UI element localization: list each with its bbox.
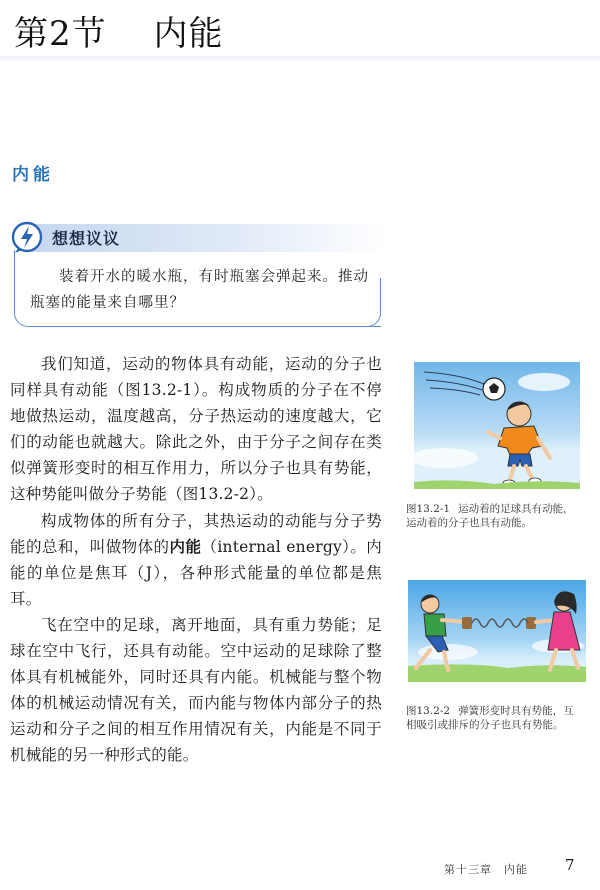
figure-1-caption-text: 运动着的足球具有动能，运动着的分子也具有动能。	[406, 503, 574, 529]
figure-spring-tug-image	[408, 580, 586, 682]
section-title: 第2节 内能	[14, 14, 224, 54]
key-term-internal-energy: 内能	[169, 536, 202, 556]
title-rule	[0, 56, 600, 62]
body-paragraph-3: 飞在空中的足球，离开地面，具有重力势能；足球在空中飞行，还具有动能。空中运动的足球除了整体具有机械能外，同时还具有内能。机械能与整个物体的机械运动情况有关，而内能与物体内部分子的热运动和分子之间的相互作用情况有关，内能是不同于机械能的另一种形式的能。	[10, 615, 382, 765]
think-discuss-box	[10, 220, 382, 328]
page-number: 7	[565, 856, 575, 874]
main-body-text	[10, 351, 382, 769]
paragraph-2-text-after: （internal energy）。内能的单位是焦耳（J），各种形式能量的单位都是焦耳。	[10, 537, 382, 608]
lightning-speech-bubble-icon	[10, 220, 44, 254]
figure-soccer-ball-image	[414, 362, 580, 489]
body-paragraph-1: 我们知道，运动的物体具有动能，运动的分子也同样具有动能（图13.2-1）。构成物质的分子在不停地做热运动，温度越高，分子热运动的速度越大，它们的动能也就越大。除此之外，由于分子之间存在类似弹簧形变时的相互作用力，所以分子也具有势能，这种势能叫做分子势能（图13.2-2）。	[10, 355, 382, 504]
body-paragraph-2	[10, 508, 382, 612]
think-box-question: 装着开水的暖水瓶，有时瓶塞会弹起来。推动瓶塞的能量来自哪里？	[30, 269, 369, 311]
footer-chapter-label: 第十三章 内能	[444, 863, 528, 876]
figure-2-caption	[406, 704, 582, 732]
subsection-heading: 内能	[12, 165, 54, 185]
figure-2-caption-text: 弹簧形变时具有势能，互相吸引或排斥的分子也具有势能。	[406, 705, 574, 731]
figure-2-number: 图13.2-2	[406, 705, 451, 717]
figure-1-number: 图13.2-1	[406, 503, 451, 515]
figure-1-caption	[406, 502, 582, 530]
think-box-title: 想想议议	[52, 229, 121, 248]
paragraph-2-text-before: 构成物体的所有分子，其热运动的动能与分子势能的总和，叫做物体的	[10, 511, 382, 556]
